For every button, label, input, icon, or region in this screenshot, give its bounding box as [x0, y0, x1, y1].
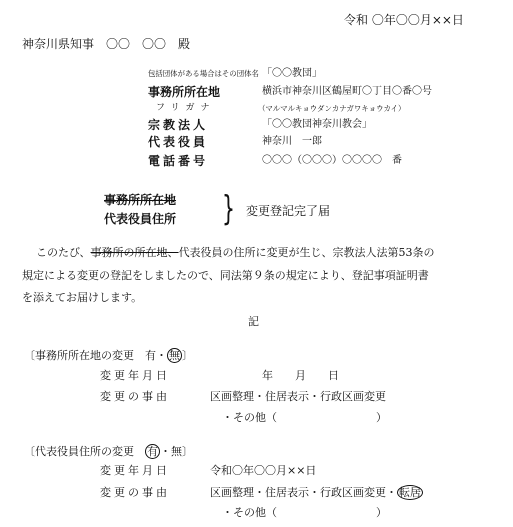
corp-label: 宗教法人 — [148, 118, 209, 132]
section2-reason-label: 変更の事由 — [100, 486, 170, 499]
body-line1-b: 代表役員の住所に変更が生じ、宗教法人法第53条の — [178, 246, 435, 259]
section1-title: 〔事務所所在地の変更 — [24, 349, 134, 362]
section2-close: 〕 — [182, 445, 193, 458]
section2-date-label: 変更年月日 — [100, 464, 170, 477]
date-line: 令和 〇年〇〇月××日 — [344, 13, 464, 27]
section1-other: ・その他（ ） — [222, 411, 387, 424]
right-brace: } — [222, 189, 235, 229]
group-value: 「〇〇教団」 — [262, 68, 322, 79]
section1-date-label: 変更年月日 — [100, 369, 170, 382]
body-line3: を添えてお届けします。 — [22, 291, 143, 304]
section2-other: ・その他（ ） — [222, 506, 387, 519]
office-value: 横浜市神奈川区鶴屋町〇丁目〇番〇号 — [262, 86, 432, 97]
corp-value: 「〇〇教団神奈川教会」 — [262, 119, 372, 130]
section2-reason-value — [210, 485, 423, 500]
title-suffix: 変更登記完了届 — [246, 204, 331, 218]
section1-nashi-circled: 無 — [169, 349, 180, 362]
section1-reason-label: 変更の事由 — [100, 390, 170, 403]
body-line2: 規定による変更の登記をしましたので、同法第９条の規定により、登記事項証明書 — [22, 269, 429, 282]
section1-reason-value: 区画整理・住居表示・行政区画変更 — [210, 390, 386, 403]
body-line1 — [36, 247, 435, 258]
section2-nashi: ・無 — [160, 445, 182, 458]
ki-mark: 記 — [248, 315, 259, 328]
section1-date-value: 年 月 日 — [262, 369, 339, 382]
body-line1-struck: 事務所の所在地、 — [90, 246, 179, 259]
addressee: 神奈川県知事 〇〇 〇〇 殿 — [22, 37, 191, 51]
group-label: 包括団体がある場合はその団体名 — [148, 69, 259, 78]
section2-reason-circled: 転居 — [399, 486, 421, 499]
section1-close: 〕 — [182, 349, 193, 362]
phone-label: 電話番号 — [148, 154, 209, 168]
title-line2: 代表役員住所 — [104, 212, 177, 226]
rep-value: 神奈川 一郎 — [262, 136, 322, 147]
section1-heading — [24, 348, 193, 363]
rep-label: 代表役員 — [148, 135, 209, 149]
section1-ari: 有・ — [145, 349, 167, 362]
section2-reason-text: 区画整理・住居表示・行政区画変更・ — [210, 486, 397, 499]
title-line1-struck: 事務所所在地 — [104, 193, 177, 207]
furigana-label: フリガナ — [156, 103, 216, 113]
section2-ari-circled: 有 — [147, 445, 158, 458]
furigana-value: （マルマルキョウダンカナガワキョウカイ） — [258, 104, 406, 113]
section2-date-value: 令和〇年〇〇月××日 — [210, 464, 317, 477]
office-label: 事務所所在地 — [148, 85, 221, 99]
body-line1-a: このたび、 — [36, 246, 91, 259]
phone-value: 〇〇〇（〇〇〇）〇〇〇〇 番 — [262, 155, 402, 166]
section2-heading — [24, 444, 193, 459]
section2-title: 〔代表役員住所の変更 — [24, 445, 134, 458]
